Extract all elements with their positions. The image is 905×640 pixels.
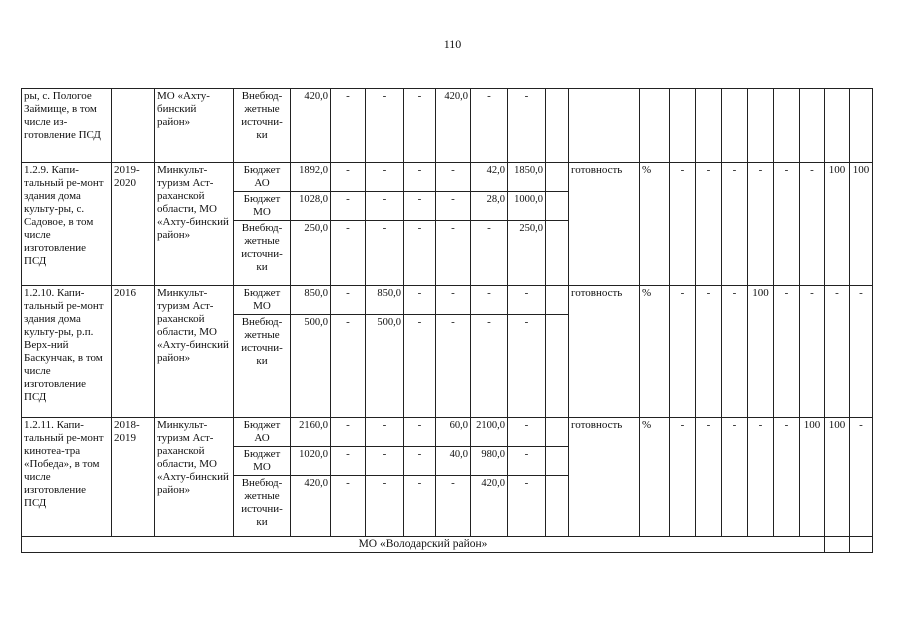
year-value-cell: 40,0	[436, 447, 471, 476]
target-value-cell	[696, 89, 722, 163]
year-value-cell: -	[404, 89, 436, 163]
year-value-cell: -	[436, 163, 471, 192]
total-cell: 500,0	[291, 315, 331, 418]
measure-name-cell: 1.2.9. Капи-тальный ре-монт здания дома культу-ры, с. Садовое, в том числе изготовление ПСД	[22, 163, 112, 286]
year-value-cell: -	[331, 192, 366, 221]
year-value-cell: -	[508, 315, 546, 418]
target-value-cell: 100	[825, 418, 850, 537]
executor-cell: МО «Ахту-бинский район»	[155, 89, 234, 163]
year-value-cell: -	[366, 163, 404, 192]
total-cell: 1892,0	[291, 163, 331, 192]
target-value-cell	[748, 89, 774, 163]
executor-cell: Минкульт-туризм Аст-раханской области, МО «Ахту-бинский район»	[155, 286, 234, 418]
year-value-cell: -	[508, 286, 546, 315]
year-value-cell: 850,0	[366, 286, 404, 315]
target-value-cell: -	[748, 418, 774, 537]
year-value-cell: -	[404, 221, 436, 286]
year-value-cell: -	[404, 163, 436, 192]
years-cell: 2016	[112, 286, 155, 418]
funding-source-cell: Внебюд-жетные источни-ки	[234, 89, 291, 163]
executor-cell: Минкульт-туризм Аст-раханской области, МО «Ахту-бинский район»	[155, 163, 234, 286]
target-value-cell: -	[850, 286, 873, 418]
target-value-cell: 100	[850, 163, 873, 286]
years-cell: 2019-2020	[112, 163, 155, 286]
year-value-cell: -	[471, 89, 508, 163]
year-value-cell: -	[404, 447, 436, 476]
target-value-cell: -	[800, 286, 825, 418]
target-value-cell: -	[722, 163, 748, 286]
funding-source-cell: Внебюд-жетные источни-ки	[234, 476, 291, 537]
total-cell: 2160,0	[291, 418, 331, 447]
year-value-cell: -	[366, 447, 404, 476]
target-value-cell: -	[670, 418, 696, 537]
indicator-cell: готовность	[569, 418, 640, 537]
target-value-cell: 100	[748, 286, 774, 418]
target-value-cell: -	[800, 163, 825, 286]
year-value-cell: 2100,0	[471, 418, 508, 447]
year-value-cell: -	[404, 476, 436, 537]
year-value-cell: -	[331, 89, 366, 163]
target-value-cell: -	[696, 163, 722, 286]
year-value-cell: -	[471, 315, 508, 418]
unit-cell	[640, 89, 670, 163]
year-value-cell: -	[404, 315, 436, 418]
unit-cell: %	[640, 163, 670, 286]
measure-name-cell: 1.2.10. Капи-тальный ре-монт здания дома культу-ры, р.п. Верх-ний Баскунчак, в том числе изготовление ПСД	[22, 286, 112, 418]
total-cell: 1020,0	[291, 447, 331, 476]
target-value-cell: -	[696, 418, 722, 537]
section-title-cell: МО «Володарский район»	[22, 537, 825, 553]
year-value-cell	[546, 418, 569, 447]
year-value-cell: -	[404, 418, 436, 447]
year-value-cell: -	[436, 221, 471, 286]
year-value-cell: -	[331, 418, 366, 447]
year-value-cell	[546, 163, 569, 192]
unit-cell: %	[640, 418, 670, 537]
year-value-cell: -	[508, 418, 546, 447]
year-value-cell: -	[508, 447, 546, 476]
year-value-cell: -	[366, 476, 404, 537]
target-value-cell	[850, 89, 873, 163]
year-value-cell: -	[436, 315, 471, 418]
page-number: 110	[443, 37, 462, 51]
year-value-cell	[546, 315, 569, 418]
years-cell	[112, 89, 155, 163]
table-row	[22, 163, 873, 192]
year-value-cell: -	[331, 315, 366, 418]
year-value-cell: -	[404, 192, 436, 221]
indicator-cell	[569, 89, 640, 163]
target-value-cell	[825, 89, 850, 163]
year-value-cell	[546, 221, 569, 286]
indicator-cell: готовность	[569, 163, 640, 286]
year-value-cell: -	[436, 286, 471, 315]
year-value-cell: -	[508, 89, 546, 163]
year-value-cell: -	[436, 476, 471, 537]
funding-source-cell: Бюджет АО	[234, 418, 291, 447]
year-value-cell	[546, 192, 569, 221]
indicator-cell: готовность	[569, 286, 640, 418]
budget-table	[21, 88, 873, 553]
year-value-cell: -	[331, 221, 366, 286]
empty-cell	[825, 537, 850, 553]
target-value-cell: -	[722, 418, 748, 537]
target-value-cell: -	[774, 418, 800, 537]
year-value-cell: 250,0	[508, 221, 546, 286]
year-value-cell: 980,0	[471, 447, 508, 476]
target-value-cell: 100	[800, 418, 825, 537]
target-value-cell: -	[774, 286, 800, 418]
year-value-cell: -	[331, 286, 366, 315]
total-cell: 420,0	[291, 476, 331, 537]
year-value-cell: 60,0	[436, 418, 471, 447]
target-value-cell: -	[696, 286, 722, 418]
target-value-cell	[774, 89, 800, 163]
years-cell: 2018-2019	[112, 418, 155, 537]
year-value-cell: 1850,0	[508, 163, 546, 192]
year-value-cell: -	[331, 447, 366, 476]
funding-source-cell: Бюджет АО	[234, 163, 291, 192]
section-row	[22, 537, 873, 553]
year-value-cell: -	[508, 476, 546, 537]
target-value-cell	[722, 89, 748, 163]
unit-cell: %	[640, 286, 670, 418]
funding-source-cell: Бюджет МО	[234, 192, 291, 221]
year-value-cell: -	[404, 286, 436, 315]
year-value-cell: -	[366, 221, 404, 286]
empty-cell	[850, 537, 873, 553]
target-value-cell: 100	[825, 163, 850, 286]
measure-name-cell: 1.2.11. Капи-тальный ре-монт кинотеа-тра «Победа», в том числе изготовление ПСД	[22, 418, 112, 537]
year-value-cell: -	[471, 286, 508, 315]
target-value-cell: -	[670, 286, 696, 418]
target-value-cell: -	[850, 418, 873, 537]
year-value-cell: 28,0	[471, 192, 508, 221]
total-cell: 850,0	[291, 286, 331, 315]
table-row	[22, 286, 873, 315]
target-value-cell	[800, 89, 825, 163]
funding-source-cell: Внебюд-жетные источни-ки	[234, 315, 291, 418]
executor-cell: Минкульт-туризм Аст-раханской области, МО «Ахту-бинский район»	[155, 418, 234, 537]
funding-source-cell: Внебюд-жетные источни-ки	[234, 221, 291, 286]
year-value-cell	[546, 286, 569, 315]
table-body	[22, 89, 873, 553]
target-value-cell: -	[825, 286, 850, 418]
funding-source-cell: Бюджет МО	[234, 286, 291, 315]
target-value-cell	[670, 89, 696, 163]
target-value-cell: -	[670, 163, 696, 286]
year-value-cell: 42,0	[471, 163, 508, 192]
target-value-cell: -	[748, 163, 774, 286]
year-value-cell: -	[366, 418, 404, 447]
year-value-cell: -	[471, 221, 508, 286]
year-value-cell: -	[331, 163, 366, 192]
table-row	[22, 418, 873, 447]
funding-source-cell: Бюджет МО	[234, 447, 291, 476]
target-value-cell: -	[774, 163, 800, 286]
year-value-cell	[546, 447, 569, 476]
target-value-cell: -	[722, 286, 748, 418]
year-value-cell: -	[366, 192, 404, 221]
year-value-cell	[546, 89, 569, 163]
total-cell: 250,0	[291, 221, 331, 286]
year-value-cell	[546, 476, 569, 537]
year-value-cell: -	[436, 192, 471, 221]
year-value-cell: 500,0	[366, 315, 404, 418]
year-value-cell: -	[366, 89, 404, 163]
table-row	[22, 89, 873, 163]
year-value-cell: 420,0	[471, 476, 508, 537]
total-cell: 420,0	[291, 89, 331, 163]
year-value-cell: 1000,0	[508, 192, 546, 221]
year-value-cell: 420,0	[436, 89, 471, 163]
measure-name-cell: ры, с. Пологое Займище, в том числе из-готовление ПСД	[22, 89, 112, 163]
year-value-cell: -	[331, 476, 366, 537]
total-cell: 1028,0	[291, 192, 331, 221]
